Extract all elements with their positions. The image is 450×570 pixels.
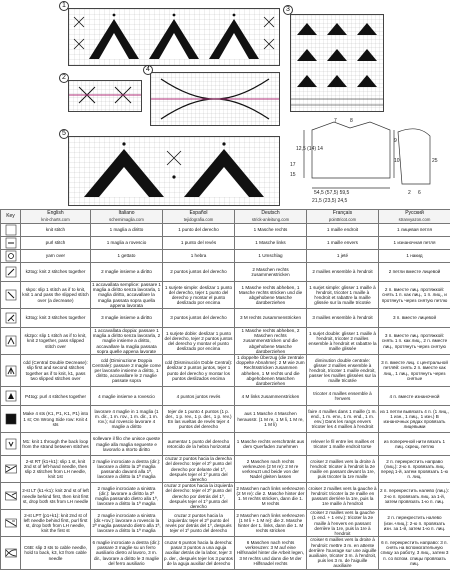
cell-russian: 3 п. вместе лиц. с центральной петлёй: снять 2 п. вместе как лиц., 1 лиц., протянуть через снятые (379, 355, 450, 387)
table-header-row (1, 210, 450, 224)
table-row (1, 224, 450, 237)
chart-5 (68, 136, 280, 206)
cell-deutsch: 1 Masche rechts abheben, 2 Maschen rechts zusammenstricken und die abgehobene Masche darüberziehen (235, 328, 307, 355)
ssk-icon (5, 289, 17, 301)
header-italiano: Italiano schemimaglia.com (91, 210, 163, 224)
key-symbol-cell (1, 406, 21, 433)
key-symbol-cell (1, 387, 21, 406)
cell-english: k2tog: knit 2 stitches together (21, 263, 91, 282)
key-symbol-cell (1, 224, 21, 237)
table-row (1, 510, 450, 537)
cell-espanol: cruzar 2 puntos hacia la derecha del derecho: tejer el 2º punto del derecho por delante del 1º, después tejer el 1º punto del derecho (163, 456, 235, 483)
chart-1-number: 1 (59, 1, 69, 11)
cell-italiano: 4 maglie insieme a rovescio (91, 387, 163, 406)
key-symbol-cell (1, 510, 21, 537)
cell-english: yarn over (21, 250, 91, 263)
key-symbol-cell (1, 456, 21, 483)
cell-russian: из поперечной нити вязать 1 лиц. скрещ. петлю (379, 433, 450, 456)
cell-italiano: 2 maglie incrociate a sinistra (dir.): lavorare a diritto la 2ª maglia passando dietro alla 1ª, lavorare a diritto la 1ª maglia (91, 483, 163, 510)
dim-label: 2 (408, 190, 411, 196)
cell-english: C6B: slip 3 sts to cable needle, hold to back, k3, k3 from cable needle (21, 537, 91, 569)
dim-label: 54,5 (57,5) 59,5 (314, 190, 349, 196)
cell-english: Make 4 sts (K1, P1, K1, P1) into 1 st; On Wrong Side row: Knit 4 sts (21, 406, 91, 433)
k3tog-icon (5, 312, 17, 324)
cell-russian: 2 п. перекрестить налево (изн.+лиц.): 2-ю п. провязать изн. за 1-й, затем 1-ю п. лиц. (379, 510, 450, 537)
cell-russian: 2 п. вместе лиц. протяжкой: снять 1 п. как лиц., 1 п. лиц., и протянуть через снятую петлю (379, 282, 450, 309)
chart-1 (68, 8, 280, 66)
cell-francais: croiser 2 mailles vers la gauche (1 end. + 1 env.): tricoter la 2e maille à l'envers en passant derrière la 1re, puis la 1re à l'endroit (307, 510, 379, 537)
cell-deutsch: 6 Maschen nach rechts verkreuzen: 3 M auf eine Hilfsnadel hinter die Arbeit legen, 3 M rechts und dann die M der Hilfsnadel rechts (235, 537, 307, 569)
cell-francais: 1 maille envers (307, 237, 379, 250)
p4tog-icon (5, 390, 17, 402)
cell-english: cdd (Central Double Decrease): slip first and second stitches together as if to knit, k1, pass two slipped stitches over (21, 355, 91, 387)
cell-deutsch: aus 1 Masche 4 Maschen herausstr. (1 M re, 1 M li, 1 M re, 1 M li) (235, 406, 307, 433)
cell-english: knit stitch (21, 224, 91, 237)
cell-espanol: cruzar 2 puntos hacia la izquierda del derecho: tejer el 2º punto del derecho por detrás del 1º, después tejer el 1º punto del derecho (163, 483, 235, 510)
cable-2-1-right-icon (5, 463, 17, 475)
cell-italiano: 2 maglie incrociate a destra (dir.): lavorare a diritto la 2ª maglia passando davanti alla 1ª, lavorare a diritto la 1ª maglia (91, 456, 163, 483)
cell-english: M1: knit 1 through the back loop from the strand between stitches (21, 433, 91, 456)
cell-francais: croiser 6 mailles vers la droite à l'endroit: mettre 3 m. en attente derrière l'ouvrage sur une aiguille auxiliaire, tricoter 3 m. à l'endroit, puis les 3 m. de l'aiguille auxiliaire (307, 537, 379, 569)
chart-3-number: 3 (283, 5, 293, 15)
chart-4-grid (151, 73, 279, 125)
cell-russian: 3 п. вместе лиц. протяжкой: снять 1 п. как лиц., 2 п. вместе лиц., протянуть через снятую (379, 328, 450, 355)
cell-francais: 2 mailles ensemble à l'endroit (307, 263, 379, 282)
chart-2-number: 2 (59, 73, 69, 83)
cell-francais: faire 4 mailles dans 1 maille (1 m. end., 1 m. env., 1 m. end., 1 m. env.) Dans les rangs envers tricoter les 4 mailles à l'endroit (307, 406, 379, 433)
table-row (1, 309, 450, 328)
key-symbol-cell (1, 263, 21, 282)
sk2po-icon (5, 335, 17, 347)
key-symbol-cell (1, 328, 21, 355)
cell-espanol: cruzar 6 puntos hacia la derecha: pasar 3 puntos a una aguja auxiliar detrás de la labor, tejer 3 p. der., después tejer los 3 puntos de la aguja auxiliar del derecho (163, 537, 235, 569)
table-row (1, 406, 450, 433)
chart-5-grid (69, 137, 279, 205)
table-row (1, 328, 450, 355)
chart-4 (150, 72, 280, 126)
cell-english: sk2po: slip 1 stitch as if to knit, knit 2 together, pass slipped stitch over (21, 328, 91, 355)
cable-2-purl-icon (5, 517, 17, 529)
table-row (1, 355, 450, 387)
key-symbol-cell (1, 309, 21, 328)
chart-2 (68, 80, 142, 112)
cell-francais: 1 surjet simple: glisser 1 maille à l'endroit, tricoter 1 maille à l'endroit et rabattre la maille glissée sur la maille tricotée (307, 282, 379, 309)
cell-russian: 2 петли вместе лицевой (379, 263, 450, 282)
cell-espanol: cdd (Disminución Doble Central): deslizar 2 puntos juntos, tejer 1 punto del derecho y montar los puntos deslizados encima (163, 355, 235, 387)
header-francais: Français pointtricot.com (307, 210, 379, 224)
cell-deutsch: 2 Maschen nach links verkreuzen (1 M li + 1 M re): die 2. Masche hinter der 1. links, dann die 1. M rechts stricken (235, 510, 307, 537)
table-row (1, 263, 450, 282)
chart-1-grid (69, 9, 279, 65)
cell-deutsch: 1 doppelte Überzug (die zentrale doppelte Abnahme): 2 M wie zum Rechtsstricken zusammen abheben, 1 M rechts und die abgehobenen Maschen darüberziehen (235, 355, 307, 387)
cell-italiano: 1 gettato (91, 250, 163, 263)
cell-italiano: sollevare il filo che unisce queste maglie alla maglia seguente e lavorarlo a ritorto diritto (91, 433, 163, 456)
table-row (1, 483, 450, 510)
cell-deutsch: 1 Masche rechts abheben, 1 Masche rechts stricken und die abgehobene Masche darüberziehen (235, 282, 307, 309)
knit-stitch-icon (5, 224, 17, 236)
cell-espanol: tejer de 1 punto 4 puntos (1 p. der., 1 p. rev., 1 p. der., 1 p. rev.) En las vueltas de revés tejer 4 puntos del derecho (163, 406, 235, 433)
cell-francais: croiser 2 mailles vers la gauche à l'endroit: tricoter la 2e maille en passant derrière la 1re, puis la 1re maille à l'endroit (307, 483, 379, 510)
chart-5-number: 5 (59, 129, 69, 139)
cell-russian: 6 п. перекрестить направо: 3 п. снять на вспомогательную спицу за работу, 3 лиц., затем 3 п. со вспом. спицы провязать лиц. (379, 537, 450, 569)
cell-italiano: 1 accavallata semplice: passare 1 maglia a diritto senza lavorarla, 1 maglia diritto, accavallare la maglia passata sopra quella appena lavorata (91, 282, 163, 309)
cell-deutsch: 2 Maschen rechts zusammenstricken (235, 263, 307, 282)
cell-espanol: 1 hebra (163, 250, 235, 263)
cell-russian: 2 п. перекрестить налево (лиц.): 2-ю п. провязать лиц. за 1-й, затем провязать 1-ю п. лиц. (379, 483, 450, 510)
cell-italiano: cdd (Diminuzione Doppia Centrale): passare 2 maglie come per lavorarle insieme a diritto, 1 diritto, accavallare le 2 maglie passate sopra (91, 355, 163, 387)
cell-francais: croiser 2 mailles vers la droite à l'endroit: tricoter à l'endroit la 2e maille en passant devant la 1re, puis tricoter la 1re maille (307, 456, 379, 483)
cell-francais: 3 mailles ensemble à l'endroit (307, 309, 379, 328)
k2tog-icon (5, 266, 17, 278)
chart-3-grid (291, 15, 383, 111)
charts-area (0, 0, 450, 208)
cell-deutsch: 2 Maschen nach rechts verkreuzen (2 M re): 2 M re verkreuzt und beide von der Nadel gleiten lassen (235, 456, 307, 483)
chart-4-number: 4 (143, 65, 153, 75)
cell-deutsch: 1 Masche links (235, 237, 307, 250)
dim-label: 9 (394, 138, 397, 144)
cell-italiano: 2 maglie incrociate a sinistra (dir.+rov.): lavorare a rovescio la 2ª maglia passando dietro alla 1ª, lavorare a diritto la 1ª maglia (91, 510, 163, 537)
key-symbol-cell (1, 250, 21, 263)
cell-francais: 1 surjet double: glisser 1 maille à l'endroit, tricoter 2 mailles ensemble à l'endroit et rabattre la maille glissée (307, 328, 379, 355)
dim-label: 25 (432, 158, 438, 164)
table-row (1, 537, 450, 569)
cell-espanol: 2 puntos juntos del derecho (163, 263, 235, 282)
stitch-key-table (0, 209, 450, 570)
cell-english: P4tog: purl 4 stitches together (21, 387, 91, 406)
make4-icon (5, 413, 17, 425)
cell-espanol: aumentar 1 punto del derecho retorcido de la hebra horizontal (163, 433, 235, 456)
table-row (1, 456, 450, 483)
cell-russian: 1 накид (379, 250, 450, 263)
cable-2-1-left-icon (5, 490, 17, 502)
cell-russian: из 1 петли вывязать 4 п. (1 лиц., 1 изн., 1 лиц., 1 изн.) В изнаночных рядах провязать лицевыми (379, 406, 450, 433)
table-row (1, 387, 450, 406)
key-symbol-cell (1, 483, 21, 510)
cell-deutsch: 4 M links zusammenstricken (235, 387, 307, 406)
cell-italiano: 1 accavallata doppia: passare 1 maglia a diritto senza lavorarla, 2 maglie insieme a diritto, accavallare la maglia passata sopra quelle appena lavorate (91, 328, 163, 355)
cell-espanol: 1 surjete simple: deslizar 1 punto del derecho, tejer 1 punto del derecho y montar el punto deslizado por encima (163, 282, 235, 309)
cable-6-icon (5, 547, 17, 559)
cell-espanol: cruzar 2 puntos hacia la izquierda: tejer el 2º punto del revés por detrás del 1º, después tejer el 1º punto del derecho (163, 510, 235, 537)
cell-espanol: 1 punto del derecho (163, 224, 235, 237)
dim-label: 12,5 (14) 14 (296, 146, 323, 152)
cell-russian: 1 изнаночная петля (379, 237, 450, 250)
cell-francais: diminution double centrale: glisser 2 mailles ensemble à l'endroit, tricoter 1 maille endroit, passer les mailles glissées sur la maille tricotée (307, 355, 379, 387)
cell-francais: 1 jeté (307, 250, 379, 263)
key-symbol-cell (1, 537, 21, 569)
cell-italiano: lavorare 4 maglie in 1 maglia (1 m. dir., 1 m. rov., 1 m. dir., 1 m. rov.); sul rovescio lavorare 4 maglie a diritto (91, 406, 163, 433)
cell-english: 2-st RT (k1+k1): slip 1 st, knit 2nd st of left-hand needle, then slip 2 stitches from LH needle, knit 1st (21, 456, 91, 483)
cell-deutsch: 1 Masche rechts (235, 224, 307, 237)
dim-label: 6 (418, 190, 421, 196)
cell-francais: 1 maille endroit (307, 224, 379, 237)
dim-label: 10 (394, 158, 400, 164)
key-symbol-cell (1, 433, 21, 456)
cdd-icon (5, 365, 17, 377)
chart-2-grid (69, 81, 141, 111)
dim-label: 17 (290, 162, 296, 168)
cell-english: 2-st LPT (p1+k1): knit 2nd st of left needle behind first, purl first st, drop both from LH needle, knit the first st (21, 510, 91, 537)
cell-english: skpo: slip 1 stitch as if to knit, knit 1 and pass the slipped stitch over (a decrease) (21, 282, 91, 309)
yarn-over-icon (5, 250, 17, 262)
key-symbol-cell (1, 355, 21, 387)
dim-label: 21,5 (23,5) 24,5 (312, 198, 347, 204)
cell-russian: 3 п. вместе лицевой (379, 309, 450, 328)
chart-3 (290, 14, 384, 112)
m1-icon (5, 438, 17, 450)
cell-italiano: 6 maglie incrociate a destra (dir.): passare 3 maglie su un ferro ausiliario dietro al lavoro, 3 m. dir., lavorare a diritto le 3 maglie del ferro ausiliario (91, 537, 163, 569)
header-espanol: Español tejidografia.com (163, 210, 235, 224)
cell-italiano: 2 maglie insieme a diritto (91, 263, 163, 282)
purl-stitch-icon (5, 237, 17, 249)
cell-russian: 4 п. вместе изнаночной (379, 387, 450, 406)
garment-schematic (290, 118, 440, 206)
dim-label: 7 (334, 118, 337, 124)
table-row (1, 433, 450, 456)
cell-english: k3tog: knit 3 stitches together (21, 309, 91, 328)
cell-francais: relever le fil entre les mailles et tricoter 1 maille endroit torse (307, 433, 379, 456)
cell-english: purl stitch (21, 237, 91, 250)
table-row (1, 250, 450, 263)
cell-italiano: 3 maglie insieme a diritto (91, 309, 163, 328)
header-russian: Русский stranvyazon.com (379, 210, 450, 224)
cell-english: 2-st LT (k1+k1): knit 2nd st of left needle behind first, then knit first st, drop both sts from LH needle (21, 483, 91, 510)
table-row (1, 237, 450, 250)
dim-label: 15 (290, 172, 296, 178)
cell-espanol: 1 surjete doble: deslizar 1 punto del derecho, tejer 2 puntos juntos del derecho y montar el punto deslizado por encima (163, 328, 235, 355)
cell-deutsch: 2 Maschen nach links verkreuzen (2 M re): die 2. Masche hinter der 1. M rechts stricken, dann die 1. M rechts (235, 483, 307, 510)
header-deutsch: Deutsch strick-anleitung.com (235, 210, 307, 224)
cell-italiano: 1 maglia a diritto (91, 224, 163, 237)
dim-label: 8 (350, 118, 353, 124)
cell-italiano: 1 maglia a rovescio (91, 237, 163, 250)
cell-deutsch: 1 Umschlag (235, 250, 307, 263)
cell-russian: 2 п. перекрестить направо (лиц.): 2-ю п. провязать лиц. перед 1-й, затем провязать 1-ю п. лиц. (379, 456, 450, 483)
table-row (1, 282, 450, 309)
cell-russian: 1 лицевая петля (379, 224, 450, 237)
key-symbol-cell (1, 237, 21, 250)
cell-francais: tricoter 4 mailles ensemble à l'envers (307, 387, 379, 406)
key-symbol-cell (1, 282, 21, 309)
header-english: English knit-charts.com (21, 210, 91, 224)
cell-espanol: 4 puntos juntos revés (163, 387, 235, 406)
cell-espanol: 1 punto del revés (163, 237, 235, 250)
header-key: Key (1, 210, 21, 224)
cell-deutsch: 3 M rechts zusammenstricken (235, 309, 307, 328)
cell-deutsch: 1 Masche rechts verschränkt aus dem Querfaden zunehmen (235, 433, 307, 456)
cell-espanol: 3 puntos juntos del derecho (163, 309, 235, 328)
